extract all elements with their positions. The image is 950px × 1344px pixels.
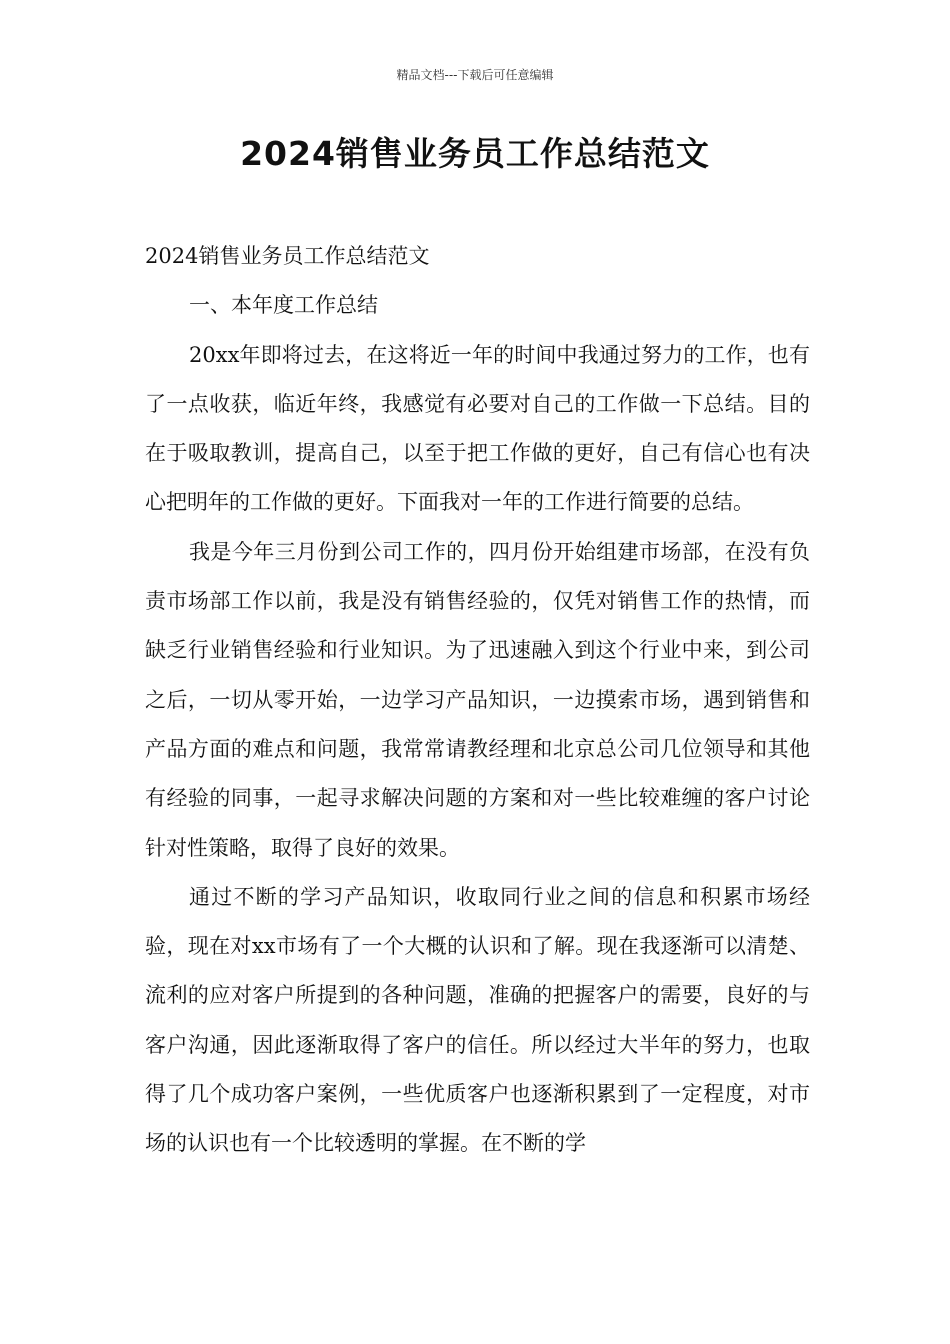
paragraph: 通过不断的学习产品知识，收取同行业之间的信息和积累市场经验，现在对xx市场有了一个大概的认识和了解。现在我逐渐可以清楚、流利的应对客户所提到的各种问题，准确的把握客户的需要，良好的与客户沟通，因此逐渐取得了客户的信任。所以经过大半年的努力，也取得了几个成功客户案例，一些优质客户也逐渐积累到了一定程度，对市场的认识也有一个比较透明的掌握。在不断的学 xyxy=(145,884,810,1156)
paragraph-section-heading: 一、本年度工作总结 xyxy=(189,293,378,318)
paragraph: 20xx年即将过去，在这将近一年的时间中我通过努力的工作，也有了一点收获，临近年终，我感觉有必要对自己的工作做一下总结。目的在于吸取教训，提高自己，以至于把工作做的更好，自己有信心也有决心把明年的工作做的更好。下面我对一年的工作进行简要的总结。 xyxy=(145,342,810,515)
document-body xyxy=(145,232,810,1169)
document-title: 2024销售业务员工作总结范文 xyxy=(240,134,710,173)
paragraph: 我是今年三月份到公司工作的，四月份开始组建市场部，在没有负责市场部工作以前，我是没有销售经验的，仅凭对销售工作的热情，而缺乏行业销售经验和行业知识。为了迅速融入到这个行业中来，到公司之后，一切从零开始，一边学习产品知识，一边摸索市场，遇到销售和产品方面的难点和问题，我常常请教经理和北京总公司几位领导和其他有经验的同事，一起寻求解决问题的方案和对一些比较难缠的客户讨论针对性策略，取得了良好的效果。 xyxy=(145,539,810,860)
header-note: 精品文档---下载后可任意编辑 xyxy=(396,68,554,82)
paragraph-subtitle: 2024销售业务员工作总结范文 xyxy=(145,244,430,268)
